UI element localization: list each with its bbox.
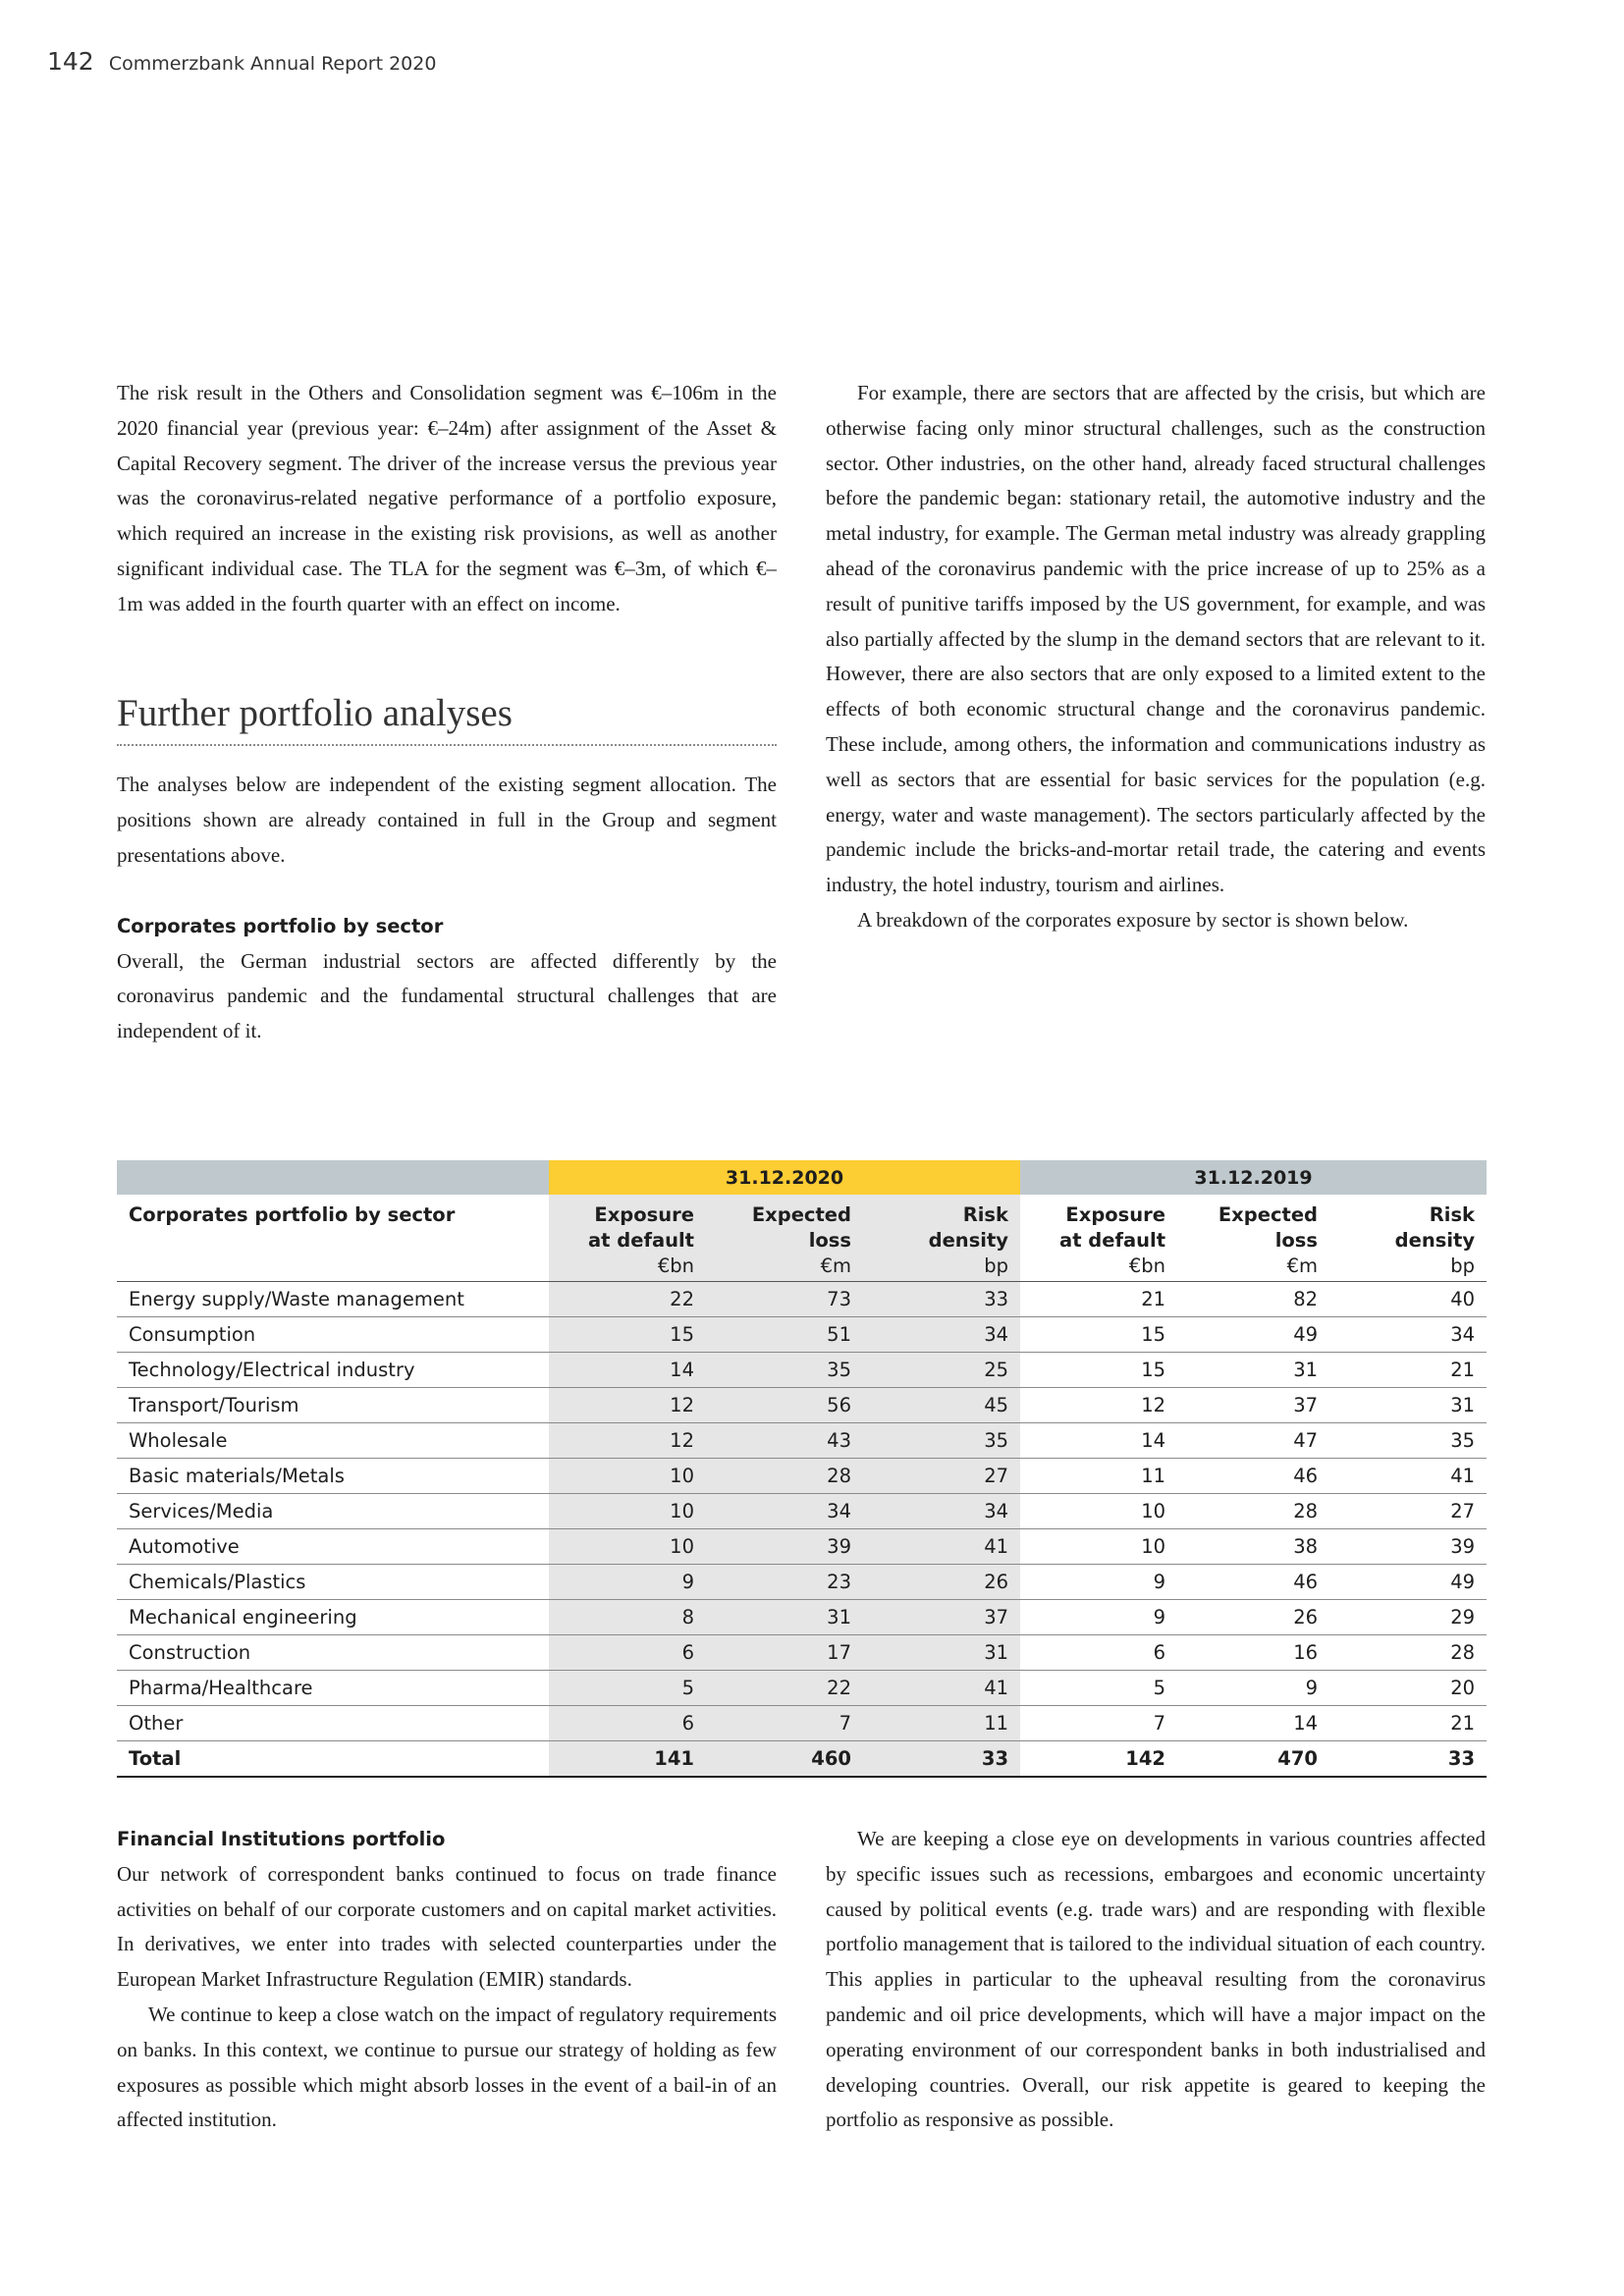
table-row: Other 6 7 11 7 14 21 xyxy=(117,1706,1487,1741)
col-header-rd-2020: Risk density bp xyxy=(863,1195,1020,1282)
top-right-column xyxy=(826,376,1486,938)
table-row: Mechanical engineering 8 31 37 9 26 29 xyxy=(117,1600,1487,1635)
table-row: Pharma/Healthcare 5 22 41 5 9 20 xyxy=(117,1671,1487,1706)
table-row: Automotive 10 39 41 10 38 39 xyxy=(117,1529,1487,1565)
running-head xyxy=(47,47,436,76)
financial-institutions-subheading: Financial Institutions portfolio xyxy=(117,1828,446,1850)
date-2020-header: 31.12.2020 xyxy=(549,1160,1020,1195)
corporates-subheading: Corporates portfolio by sector xyxy=(117,914,444,937)
top-left-column xyxy=(117,376,777,1049)
table-row: Energy supply/Waste management 22 73 33 21 82 40 xyxy=(117,1282,1487,1317)
table-label-header: Corporates portfolio by sector xyxy=(117,1195,549,1282)
country-developments-paragraph: We are keeping a close eye on developments in various countries affected by specific issues such as recessions, embargoes and economic uncertainty caused by political events (e.g. trade wars) and are responding with flexible portfolio management that is tailored to the individual situation of each country. This applies in particular to the upheaval resulting from the coronavirus pandemic and oil price developments, which will have a major impact on the operating environment of our correspondent banks in both industrialised and developing countries. Overall, our risk appetite is geared to keeping the portfolio as responsive as possible. xyxy=(826,1827,1486,2132)
table-row: Wholesale 12 43 35 14 47 35 xyxy=(117,1423,1487,1459)
table-row: Transport/Tourism 12 56 45 12 37 31 xyxy=(117,1388,1487,1423)
col-header-ead-2019: Exposure at default €bn xyxy=(1020,1195,1177,1282)
regulatory-paragraph: We continue to keep a close watch on the impact of regulatory requirements on banks. In this context, we continue to pursue our strategy of holding as few exposures as possible which might absorb losses in the event of a bail-in of an affected institution. xyxy=(117,2002,777,2132)
date-2019-header: 31.12.2019 xyxy=(1020,1160,1487,1195)
table-row: Chemicals/Plastics 9 23 26 9 46 49 xyxy=(117,1565,1487,1600)
date-band-row xyxy=(117,1160,1487,1195)
col-header-rd-2019: Risk density bp xyxy=(1329,1195,1487,1282)
bottom-right-column xyxy=(826,1822,1486,2138)
bottom-left-column xyxy=(117,1822,777,2138)
col-header-el-2020: Expected loss €m xyxy=(706,1195,863,1282)
page-number: 142 xyxy=(47,47,94,76)
analyses-intro-paragraph: The analyses below are independent of the existing segment allocation. The positions shown are already contained in full in the Group and segment presentations above. xyxy=(117,773,777,867)
corporates-paragraph: Overall, the German industrial sectors are affected differently by the coronavirus pandemic and the fundamental structural challenges that are independent of it. xyxy=(117,948,777,1043)
table-total-row: Total 141 460 33 142 470 33 xyxy=(117,1741,1487,1778)
corporates-sector-table xyxy=(117,1160,1487,1778)
table-row: Consumption 15 51 34 15 49 34 xyxy=(117,1317,1487,1353)
table-row: Services/Media 10 34 34 10 28 27 xyxy=(117,1494,1487,1529)
col-header-el-2019: Expected loss €m xyxy=(1177,1195,1329,1282)
table-row: Technology/Electrical industry 14 35 25 15 31 21 xyxy=(117,1353,1487,1388)
others-consolidation-paragraph: The risk result in the Others and Consolidation segment was €–106m in the 2020 financial year (previous year: €–24m) after assignment of the Asset & Capital Recovery segment. The driver of the increase versus the previous year was the coronavirus-related negative performance of a portfolio exposure, which required an increase in the existing risk provisions, as well as another significant individual case. The TLA for the segment was €–3m, of which €–1m was added in the fourth quarter with an effect on income. xyxy=(117,381,777,615)
table-row: Basic materials/Metals 10 28 27 11 46 41 xyxy=(117,1459,1487,1494)
table-row: Construction 6 17 31 6 16 28 xyxy=(117,1635,1487,1671)
sectors-paragraph: For example, there are sectors that are affected by the crisis, but which are otherwise facing only minor structural challenges, such as the construction sector. Other industries, on the other hand, already faced structural challenges before the pandemic began: stationary retail, the automotive industry and the metal industry, for example. The German metal industry was already grappling ahead of the coronavirus pandemic with the price increase of up to 25% as a result of punitive tariffs imposed by the US government, for example, and was also partially affected by the slump in the demand sectors that are relevant to it. However, there are also sectors that are only exposed to a limited extent to the effects of both economic structural change and the coronavirus pandemic. These include, among others, the information and communications industry as well as sectors that are essential for basic services for the population (e.g. energy, water and waste management). The sectors particularly affected by the pandemic include the bricks-and-mortar retail trade, the catering and events industry, the hotel industry, tourism and airlines. xyxy=(826,381,1486,897)
correspondent-banks-paragraph: Our network of correspondent banks continued to focus on trade finance activities on behalf of our corporate customers and on capital market activities. In derivatives, we enter into trades with selected counterparties under the European Market Infrastructure Regulation (EMIR) standards. xyxy=(117,1861,777,1992)
section-title: Further portfolio analyses xyxy=(117,691,777,747)
col-header-ead-2020: Exposure at default €bn xyxy=(549,1195,706,1282)
report-title: Commerzbank Annual Report 2020 xyxy=(108,53,437,75)
column-header-row xyxy=(117,1195,1487,1282)
breakdown-paragraph: A breakdown of the corporates exposure by sector is shown below. xyxy=(857,907,1409,932)
